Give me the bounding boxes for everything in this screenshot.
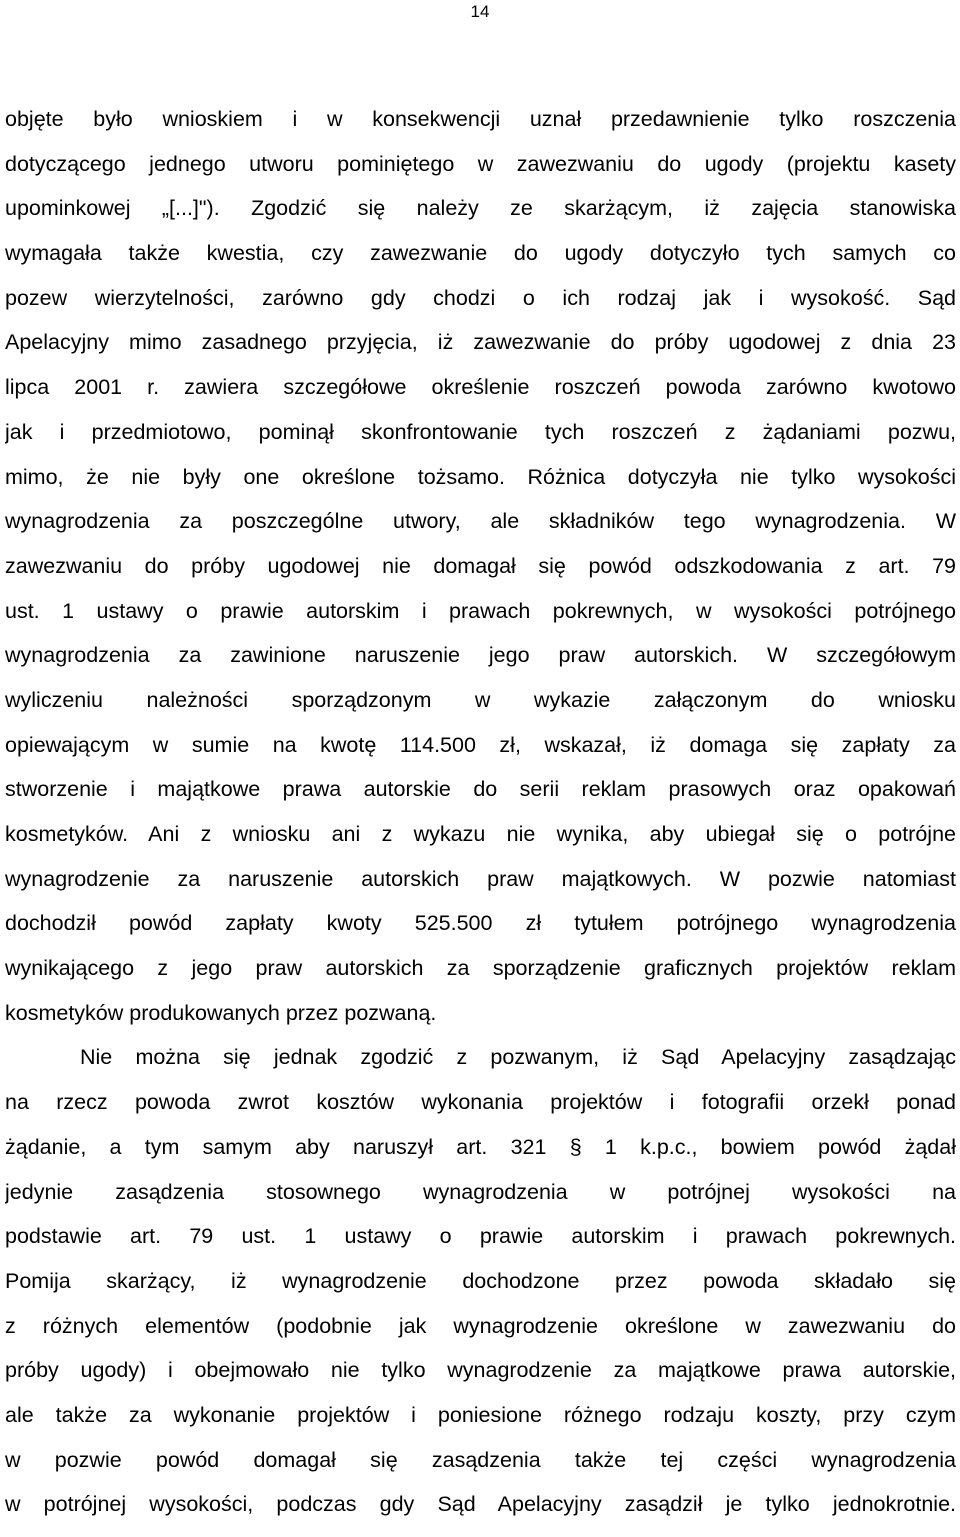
- text-line: zawezwaniu do próby ugodowej nie domagał się powód odszkodowania z art. 79: [5, 553, 956, 578]
- text-line: Nie można się jednak zgodzić z pozwanym, iż Sąd Apelacyjny zasądzając: [80, 1045, 956, 1070]
- text-line: żądanie, a tym samym aby naruszył art. 321 § 1 k.p.c., bowiem powód żądał: [5, 1134, 956, 1159]
- text-line: w pozwie powód domagał się zasądzenia także tej części wynagrodzenia: [5, 1447, 956, 1472]
- text-line: pozew wierzytelności, zarówno gdy chodzi o ich rodzaj jak i wysokość. Sąd: [5, 285, 956, 310]
- text-line: dotyczącego jednego utworu pominiętego w zawezwaniu do ugody (projektu kasety: [5, 151, 956, 176]
- text-line: wynagrodzenie za naruszenie autorskich praw majątkowych. W pozwie natomiast: [5, 866, 956, 891]
- text-line: Apelacyjny mimo zasadnego przyjęcia, iż zawezwanie do próby ugodowej z dnia 23: [5, 330, 956, 355]
- text-line: ale także za wykonanie projektów i poniesione różnego rodzaju koszty, przy czym: [5, 1402, 956, 1427]
- text-line: podstawie art. 79 ust. 1 ustawy o prawie autorskim i prawach pokrewnych.: [5, 1224, 956, 1249]
- text-line: jak i przedmiotowo, pominął skonfrontowanie tych roszczeń z żądaniami pozwu,: [5, 419, 956, 444]
- text-line: jedynie zasądzenia stosownego wynagrodzenia w potrójnej wysokości na: [5, 1179, 956, 1204]
- text-line: mimo, że nie były one określone tożsamo. Różnica dotyczyła nie tylko wysokości: [5, 464, 956, 489]
- text-line: wyliczeniu należności sporządzonym w wykazie załączonym do wniosku: [5, 687, 956, 712]
- text-line: próby ugody) i obejmowało nie tylko wynagrodzenie za majątkowe prawa autorskie,: [5, 1358, 956, 1383]
- text-line: wymagała także kwestia, czy zawezwanie do ugody dotyczyło tych samych co: [5, 241, 956, 266]
- text-line: wynikającego z jego praw autorskich za sporządzenie graficznych projektów reklam: [5, 956, 956, 981]
- text-line: Pomija skarżący, iż wynagrodzenie dochodzone przez powoda składało się: [5, 1268, 956, 1293]
- text-line: wynagrodzenia za zawinione naruszenie jego praw autorskich. W szczegółowym: [5, 643, 956, 668]
- text-line: lipca 2001 r. zawiera szczegółowe określenie roszczeń powoda zarówno kwotowo: [5, 375, 956, 400]
- text-line: kosmetyków produkowanych przez pozwaną.: [5, 1000, 437, 1025]
- text-line: objęte było wnioskiem i w konsekwencji uznał przedawnienie tylko roszczenia: [5, 107, 956, 131]
- text-line: opiewającym w sumie na kwotę 114.500 zł, wskazał, iż domaga się zapłaty za: [5, 732, 956, 757]
- page-number: 14: [470, 2, 490, 21]
- text-line: z różnych elementów (podobnie jak wynagrodzenie określone w zawezwaniu do: [5, 1313, 956, 1338]
- text-line: stworzenie i majątkowe prawa autorskie do serii reklam prasowych oraz opakowań: [5, 777, 956, 802]
- text-line: na rzecz powoda zwrot kosztów wykonania projektów i fotografii orzekł ponad: [5, 1090, 956, 1115]
- paragraph-2: [5, 1035, 956, 1527]
- text-line: dochodził powód zapłaty kwoty 525.500 zł tytułem potrójnego wynagrodzenia: [5, 911, 956, 936]
- text-line: w potrójnej wysokości, podczas gdy Sąd Apelacyjny zasądził je tylko jednokrotnie.: [5, 1492, 956, 1517]
- paragraph-1: [5, 97, 956, 1035]
- text-line: kosmetyków. Ani z wniosku ani z wykazu nie wynika, aby ubiegał się o potrójne: [5, 822, 956, 846]
- text-line: wynagrodzenia za poszczególne utwory, ale składników tego wynagrodzenia. W: [5, 509, 956, 534]
- text-line: ust. 1 ustawy o prawie autorskim i prawach pokrewnych, w wysokości potrójnego: [5, 598, 956, 623]
- text-line: upominkowej „[...]"). Zgodzić się należy ze skarżącym, iż zajęcia stanowiska: [5, 196, 956, 221]
- document-body: [5, 97, 956, 1527]
